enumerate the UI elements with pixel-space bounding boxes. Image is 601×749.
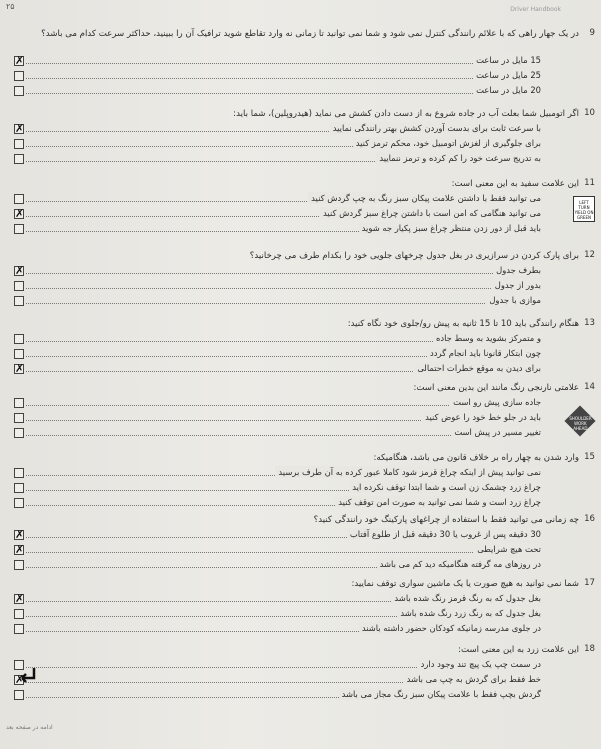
answer-checkbox[interactable]	[14, 398, 24, 408]
answer-checkbox[interactable]: ✗	[15, 528, 25, 541]
question-text: چه زمانی می توانید فقط با استفاده از چراغهای پارکینگ خود رانندگی کنید؟	[313, 515, 579, 525]
question-text: در یک جهار راهی که با علائم رانندگی کنترل نمی شود و شما نمی توانید تا زمانی نه وارد تقاطع شوید ترافیک آن را ببینید، حداکثر سرعت کدام می باشد؟	[41, 29, 579, 39]
answer-checkbox[interactable]	[14, 428, 24, 438]
question-text: شما نمی توانید به هیچ صورت یا یک ماشین سواری توقف نمایید:	[351, 579, 579, 589]
answer-checkbox[interactable]: ✗	[15, 362, 25, 375]
answer-option[interactable]	[16, 622, 541, 634]
answer-checkbox[interactable]	[14, 349, 24, 359]
option-text: در روزهای مه گرفته هنگامیکه دید کم می باشد	[377, 558, 541, 570]
answer-option[interactable]	[16, 543, 541, 555]
answer-option[interactable]	[16, 264, 541, 276]
question-text: این علامت سفید به این معنی است:	[451, 179, 579, 189]
left-turn-arrow-icon	[14, 664, 38, 688]
answer-checkbox[interactable]	[14, 413, 24, 423]
answer-checkbox[interactable]: ✗	[15, 122, 25, 135]
dotted-line	[26, 78, 541, 79]
answer-option[interactable]	[16, 592, 541, 604]
question-text: هنگام رانندگی باید 10 تا 15 ثانیه به پیش رو/جلوی خود نگاه کنید:	[347, 319, 579, 329]
option-text: بغل جدول که به رنگ زرد رنگ شده باشد	[397, 607, 541, 619]
dotted-line	[26, 288, 541, 289]
answer-option[interactable]	[16, 54, 541, 66]
answer-checkbox[interactable]	[14, 690, 24, 700]
question-text: برای پارک کردن در سرازیری در بغل جدول چرخهای جلویی خود را بکدام طرف می چرخانید؟	[249, 251, 579, 261]
answer-option[interactable]	[16, 84, 541, 96]
option-text: در سمت چپ یک پیچ تند وجود دارد	[418, 658, 541, 670]
answer-option[interactable]	[16, 137, 541, 149]
answer-checkbox[interactable]	[14, 154, 24, 164]
option-text: برای جلوگیری از لغزش اتومبیل خود، محکم ترمز کنید	[353, 137, 541, 149]
answer-option[interactable]	[16, 426, 541, 438]
option-text: 20 مایل در ساعت	[473, 84, 541, 96]
question-text: اگر اتومبیل شما بعلت آب در جاده شروع به از دست دادن کشش می نماید (هیدروپلین)، شما باید:	[233, 109, 579, 119]
option-text: بطرف جدول	[493, 264, 541, 276]
option-text: با سرعت ثابت برای بدست آوردن کشش بهتر رانندگی نمایید	[330, 122, 541, 134]
option-text: باید قبل از دور زدن منتظر چراغ سبز پکیار جه شوید	[359, 222, 541, 234]
page-footer: ادامه در صفحه بعد	[6, 724, 53, 731]
answer-option[interactable]	[16, 607, 541, 619]
option-text: می توانید فقط با داشتن علامت پیکان سبز رنگ به چپ گردش کنید	[308, 192, 541, 204]
option-text: و متمرکز بشوید به وسط جاده	[433, 332, 541, 344]
option-text: بغل جدول که به رنگ قرمز رنگ شده باشد	[391, 592, 541, 604]
question-text: این علامت زرد به این معنی است:	[458, 645, 579, 655]
answer-option[interactable]	[16, 528, 541, 540]
question-text: وارد شدن به چهار راه بر خلاف قانون می باشد، هنگامیکه:	[373, 453, 579, 463]
answer-checkbox[interactable]	[14, 71, 24, 81]
answer-option[interactable]	[16, 347, 541, 359]
option-text: به تدریج سرعت خود را کم کرده و ترمز ننمایید	[376, 152, 541, 164]
question-number: 9	[589, 28, 595, 38]
answer-option[interactable]	[16, 496, 541, 508]
question-number: 17	[584, 578, 595, 588]
answer-checkbox[interactable]	[14, 483, 24, 493]
option-text: 15 مایل در ساعت	[473, 54, 541, 66]
dotted-line	[26, 303, 541, 304]
answer-option[interactable]	[16, 152, 541, 164]
answer-checkbox[interactable]	[14, 194, 24, 204]
answer-checkbox[interactable]	[14, 281, 24, 291]
question-number: 15	[584, 452, 595, 462]
answer-checkbox[interactable]	[14, 139, 24, 149]
question-number: 12	[584, 250, 595, 260]
option-text: تغییر مسیر در پیش است	[451, 426, 541, 438]
answer-option[interactable]	[16, 122, 541, 134]
answer-checkbox[interactable]: ✗	[15, 207, 25, 220]
answer-checkbox[interactable]	[14, 296, 24, 306]
question-number: 10	[584, 108, 595, 118]
dotted-line	[26, 552, 541, 553]
option-text: چراغ زرد چشمک زن است و شما ابتدا توقف نکرده اید	[349, 481, 541, 493]
answer-checkbox[interactable]: ✗	[15, 54, 25, 67]
answer-option[interactable]	[16, 688, 541, 700]
answer-checkbox[interactable]: ✗	[15, 592, 25, 605]
answer-checkbox[interactable]	[14, 224, 24, 234]
option-text: جاده سازی پیش رو است	[450, 396, 541, 408]
option-text: برای دیدن به موقع خطرات احتمالی	[414, 362, 541, 374]
question-number: 11	[584, 178, 595, 188]
answer-option[interactable]	[16, 481, 541, 493]
answer-option[interactable]	[16, 279, 541, 291]
option-text: تحت هیچ شرایطی	[474, 543, 541, 555]
answer-checkbox[interactable]	[14, 624, 24, 634]
answer-option[interactable]	[16, 192, 541, 204]
answer-checkbox[interactable]: ✗	[15, 543, 25, 556]
left-turn-yield-sign	[573, 196, 595, 222]
answer-option[interactable]	[16, 411, 541, 423]
answer-option[interactable]	[16, 207, 541, 219]
answer-checkbox[interactable]	[14, 468, 24, 478]
option-text: خط فقط برای گردش به چپ می باشد	[404, 673, 541, 685]
question-number: 18	[584, 644, 595, 654]
answer-option[interactable]	[16, 673, 541, 685]
sign-text: LEFT TURN YIELD ON GREEN	[574, 200, 594, 220]
answer-option[interactable]	[16, 466, 541, 478]
answer-checkbox[interactable]	[14, 609, 24, 619]
dotted-line	[26, 93, 541, 94]
option-text: بدور از جدول	[492, 279, 541, 291]
option-text: باید در جلو خط خود را عوض کنید	[422, 411, 541, 423]
answer-option[interactable]	[16, 294, 541, 306]
answer-option[interactable]	[16, 222, 541, 234]
question-number: 13	[584, 318, 595, 328]
answer-checkbox[interactable]	[14, 560, 24, 570]
answer-checkbox[interactable]	[14, 334, 24, 344]
answer-option[interactable]	[16, 69, 541, 81]
answer-checkbox[interactable]: ✗	[15, 673, 25, 686]
page-header: Driver Handbook	[510, 6, 561, 13]
answer-checkbox[interactable]: ✗	[15, 264, 25, 277]
question-text: علامتی نارنجی رنگ مانند این بدین معنی است:	[413, 383, 579, 393]
answer-option[interactable]	[16, 396, 541, 408]
option-text: در جلوی مدرسه زمانیکه کودکان حضور داشته باشند	[359, 622, 541, 634]
page-number: ۲۵	[6, 2, 15, 11]
option-text: 25 مایل در ساعت	[473, 69, 541, 81]
option-text: می توانید هنگامی که امن است با داشتن چراغ سبز گردش کنید	[320, 207, 541, 219]
question-number: 14	[584, 382, 595, 392]
option-text: گردش بچپ فقط با علامت پیکان سبز رنگ مجاز می باشد	[339, 688, 541, 700]
answer-option[interactable]	[16, 362, 541, 374]
option-text: 30 دقیقه پس از غروب یا 30 دقیقه قبل از طلوع آفتاب	[347, 528, 541, 540]
answer-checkbox[interactable]	[14, 86, 24, 96]
answer-option[interactable]	[16, 658, 541, 670]
question-number: 16	[584, 514, 595, 524]
option-text: چراغ زرد است و شما نمی توانید به صورت امن توقف کنید	[335, 496, 541, 508]
option-text: چون ابتکار قانونا باید انجام گردد	[427, 347, 541, 359]
dotted-line	[26, 273, 541, 274]
shoulder-work-sign	[564, 405, 595, 436]
dotted-line	[26, 63, 541, 64]
answer-option[interactable]	[16, 558, 541, 570]
answer-checkbox[interactable]	[14, 498, 24, 508]
sign-text: SHOULDER WORK AHEAD	[569, 416, 592, 432]
answer-option[interactable]	[16, 332, 541, 344]
option-text: موازی با جدول	[486, 294, 541, 306]
option-text: نمی توانید پیش از اینکه چراغ قرمز شود کاملا عبور کرده به آن طرف برسید	[275, 466, 541, 478]
